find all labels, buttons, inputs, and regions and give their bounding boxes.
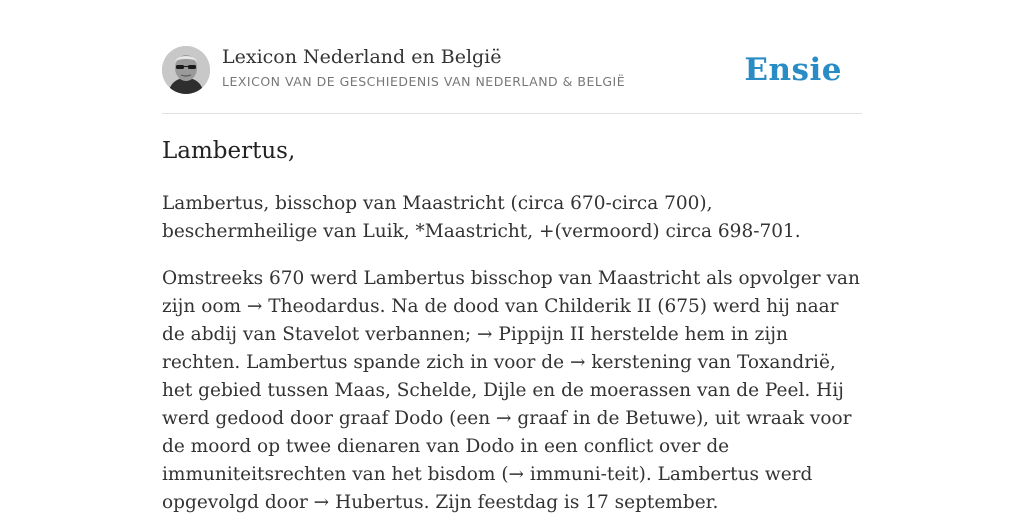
avatar-portrait-icon xyxy=(162,46,210,94)
brand-logo[interactable]: Ensie xyxy=(744,52,842,88)
article-heading: Lambertus, xyxy=(162,138,296,164)
avatar[interactable] xyxy=(162,46,210,94)
article-paragraph-1: Lambertus, bisschop van Maastricht (circa 670-circa 700), beschermheilige van Luik, *Maastricht, +(vermoord) circa 698-701. xyxy=(162,193,801,242)
lexicon-subtitle: LEXICON VAN DE GESCHIEDENIS VAN NEDERLAND & BELGIË xyxy=(222,74,626,89)
header-divider xyxy=(162,113,862,114)
lexicon-title[interactable]: Lexicon Nederland en België xyxy=(222,46,502,68)
author-header xyxy=(162,46,862,96)
article-paragraph-2: Omstreeks 670 werd Lambertus bisschop van Maastricht als opvolger van zijn oom → Theodardus. Na de dood van Childerik II (675) werd hij naar de abdij van Stavelot verbannen; → Pippijn II herstelde hem in zijn rechten. Lambertus spande zich in voor de → kerstening van Toxandrië, het gebied tussen Maas, Schelde, Dijle en de moerassen van de Peel. Hij werd gedood door graaf Dodo (een → graaf in de Betuwe), uit wraak voor de moord op twee dienaren van Dodo in een conflict over de immuniteitsrechten van het bisdom (→ immuni-teit). Lambertus werd opgevolgd door → Hubertus. Zijn feestdag is 17 september. xyxy=(162,268,860,513)
